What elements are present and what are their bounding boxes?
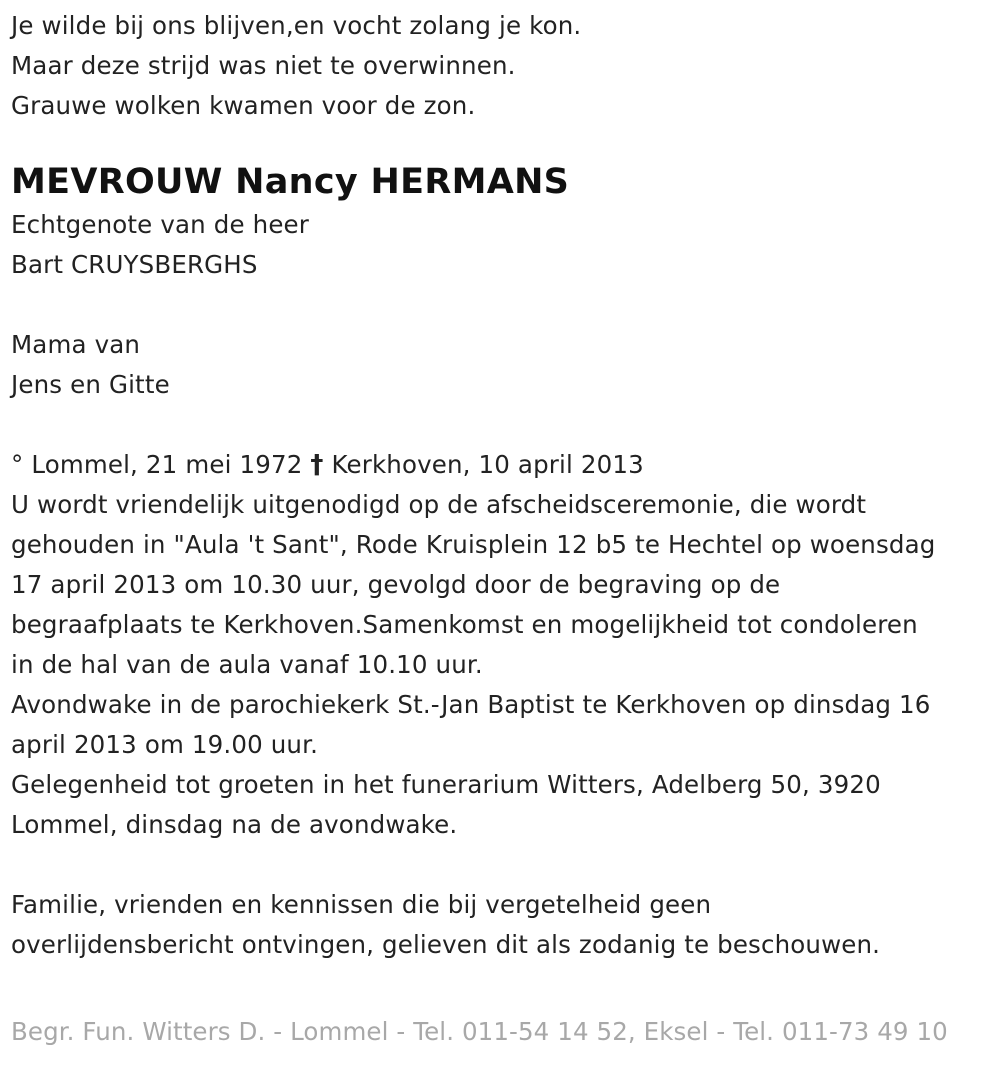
children-names: Jens en Gitte [11, 370, 170, 399]
vigil-line: april 2013 om 19.00 uur. [11, 730, 319, 759]
poem [11, 6, 996, 126]
birth-date: ° Lommel, 21 mei 1972 [11, 450, 303, 479]
obituary-notice [11, 6, 996, 965]
ceremony-line: gehouden in "Aula 't Sant", Rode Kruisplein 12 b5 te Hechtel op woensdag [11, 530, 936, 559]
ceremony-details [11, 485, 996, 845]
spacer [11, 285, 996, 325]
ceremony-line: begraafplaats te Kerkhoven.Samenkomst en mogelijkheid tot condoleren [11, 610, 918, 639]
ceremony-line: in de hal van de aula vanaf 10.10 uur. [11, 650, 483, 679]
notice-line: Familie, vrienden en kennissen die bij vergetelheid geen [11, 890, 712, 919]
spacer [11, 405, 996, 445]
children-block [11, 325, 996, 405]
spouse-name: Bart CRUYSBERGHS [11, 250, 258, 279]
spacer [11, 845, 996, 885]
dates-line [11, 445, 996, 485]
vigil-line: Avondwake in de parochiekerk St.-Jan Baptist te Kerkhoven op dinsdag 16 [11, 690, 931, 719]
deceased-name: MEVROUW Nancy HERMANS [11, 162, 570, 202]
spouse-intro: Echtgenote van de heer [11, 210, 309, 239]
poem-line: Maar deze strijd was niet te overwinnen. [11, 51, 516, 80]
funeral-home-footer: Begr. Fun. Witters D. - Lommel - Tel. 011-54 14 52, Eksel - Tel. 011-73 49 10 [11, 1017, 948, 1046]
ceremony-line: U wordt vriendelijk uitgenodigd op de afscheidsceremonie, die wordt [11, 490, 867, 519]
notice-line: overlijdensbericht ontvingen, gelieven dit als zodanig te beschouwen. [11, 930, 881, 959]
poem-line: Je wilde bij ons blijven,en vocht zolang je kon. [11, 11, 582, 40]
cross-icon: † [310, 450, 324, 480]
visitation-line: Lommel, dinsdag na de avondwake. [11, 810, 458, 839]
spouse-block [11, 205, 996, 285]
poem-line: Grauwe wolken kwamen voor de zon. [11, 91, 476, 120]
death-date: Kerkhoven, 10 april 2013 [331, 450, 644, 479]
notice-block [11, 885, 996, 965]
visitation-line: Gelegenheid tot groeten in het funerarium Witters, Adelberg 50, 3920 [11, 770, 881, 799]
children-intro: Mama van [11, 330, 141, 359]
ceremony-line: 17 april 2013 om 10.30 uur, gevolgd door de begraving op de [11, 570, 781, 599]
